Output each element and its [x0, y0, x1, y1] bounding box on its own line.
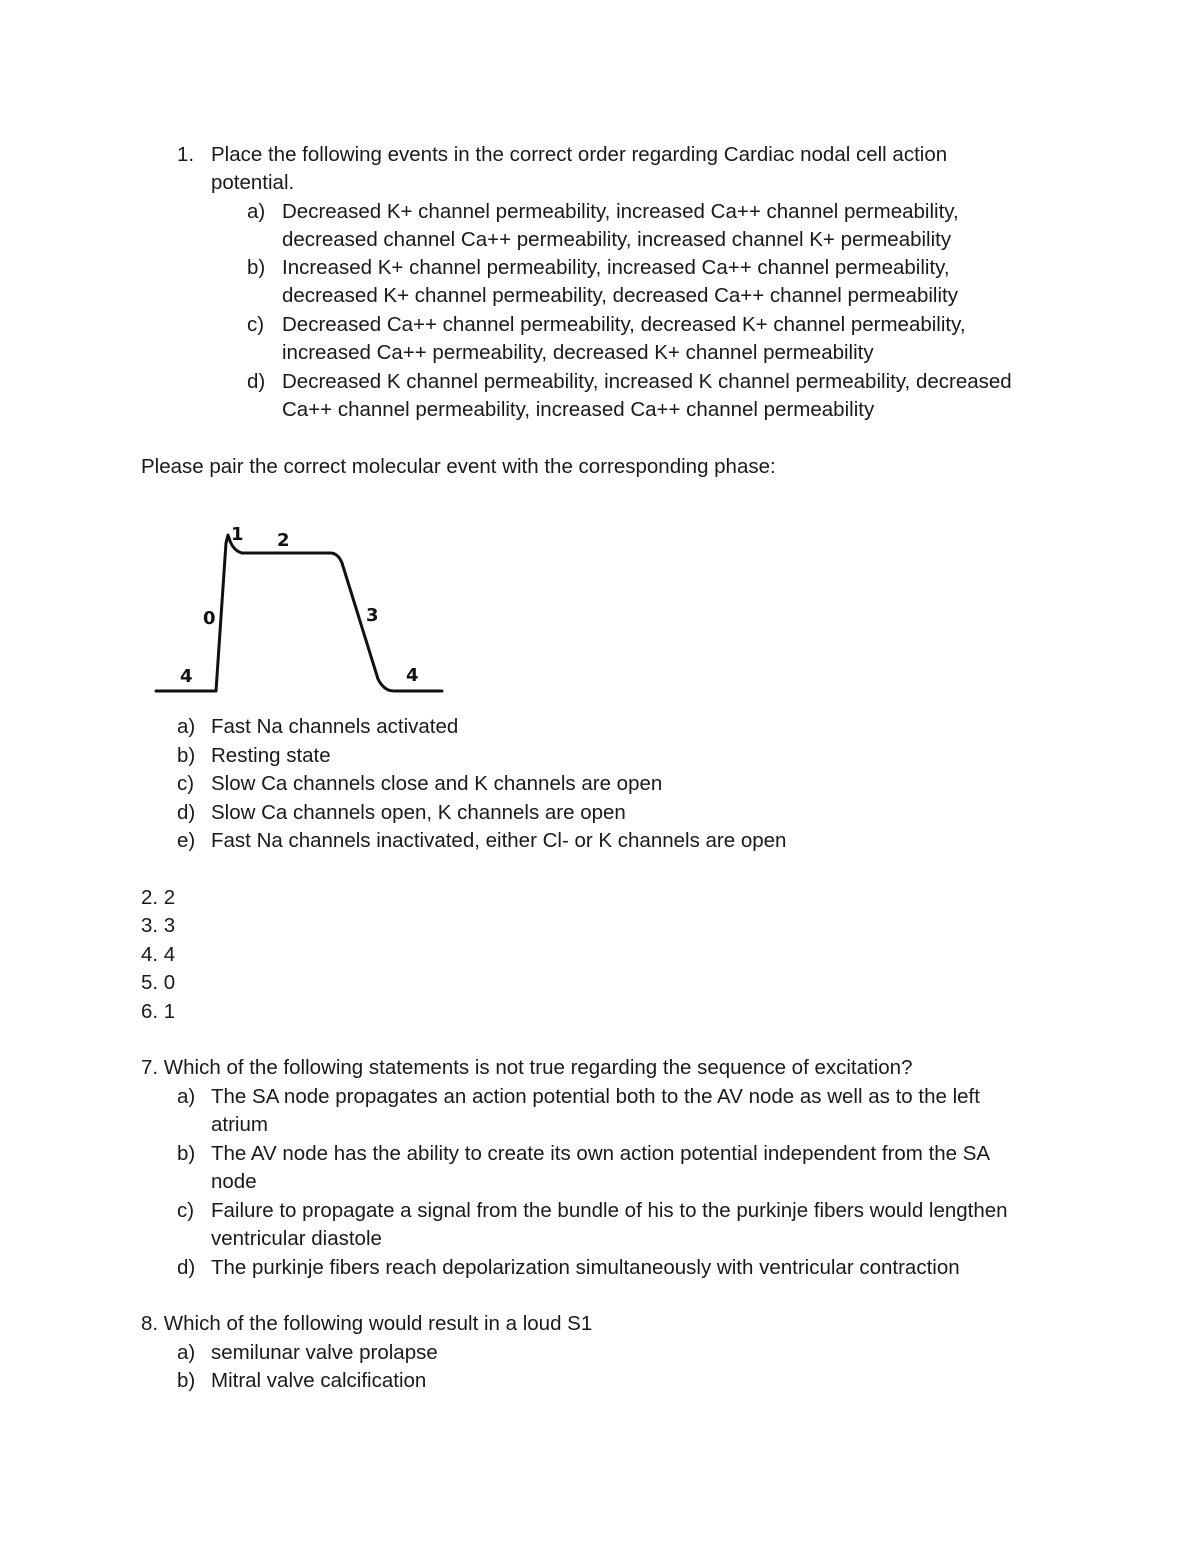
question-1-text: Place the following events in the correct order regarding Cardiac nodal cell action — [211, 143, 948, 166]
action-potential-diagram — [150, 515, 450, 700]
event-d-label: d) — [177, 801, 196, 824]
phase-label-4-right: 4 — [406, 665, 419, 686]
q1-option-d-text: Decreased K channel permeability, increased K channel permeability, decreased — [282, 370, 1012, 393]
q7-option-c-text-cont: ventricular diastole — [211, 1227, 382, 1250]
q7-option-a-label: a) — [177, 1085, 196, 1108]
action-potential-curve — [156, 535, 442, 691]
event-a-label: a) — [177, 715, 196, 738]
event-c-label: c) — [177, 772, 195, 795]
q1-option-b-label: b) — [247, 256, 266, 279]
q7-option-d-text: The purkinje fibers reach depolarization simultaneously with ventricular contraction — [211, 1256, 960, 1279]
event-a-text: Fast Na channels activated — [211, 715, 459, 738]
event-e-label: e) — [177, 829, 196, 852]
phase-label-0: 0 — [203, 608, 216, 629]
q7-option-b-text: The AV node has the ability to create its own action potential independent from the SA — [211, 1142, 991, 1165]
phase-item-6: 6. 1 — [141, 1000, 176, 1023]
question-1-text-cont: potential. — [211, 171, 295, 194]
q1-option-a-label: a) — [247, 200, 266, 223]
event-d-text: Slow Ca channels open, K channels are open — [211, 801, 626, 824]
pairing-prompt: Please pair the correct molecular event with the corresponding phase: — [141, 455, 776, 478]
phase-label-4-left: 4 — [180, 666, 193, 687]
q7-option-a-text-cont: atrium — [211, 1113, 268, 1136]
phase-item-4: 4. 4 — [141, 943, 176, 966]
question-1-number: 1. — [177, 143, 195, 166]
q1-option-c-label: c) — [247, 313, 265, 336]
phase-label-3: 3 — [366, 605, 379, 626]
event-b-text: Resting state — [211, 744, 331, 767]
event-b-label: b) — [177, 744, 196, 767]
q7-option-c-label: c) — [177, 1199, 195, 1222]
event-e-text: Fast Na channels inactivated, either Cl- or K channels are open — [211, 829, 787, 852]
q8-option-b-label: b) — [177, 1369, 196, 1392]
q1-option-c-text: Decreased Ca++ channel permeability, decreased K+ channel permeability, — [282, 313, 966, 336]
q1-option-c-text-cont: increased Ca++ permeability, decreased K+ channel permeability — [282, 341, 874, 364]
q1-option-a-text-cont: decreased channel Ca++ permeability, increased channel K+ permeability — [282, 228, 952, 251]
q8-option-a-text: semilunar valve prolapse — [211, 1341, 438, 1364]
q1-option-b-text-cont: decreased K+ channel permeability, decreased Ca++ channel permeability — [282, 284, 958, 307]
q1-option-d-text-cont: Ca++ channel permeability, increased Ca++ channel permeability — [282, 398, 875, 421]
q7-option-b-text-cont: node — [211, 1170, 257, 1193]
q1-option-a-text: Decreased K+ channel permeability, increased Ca++ channel permeability, — [282, 200, 959, 223]
q7-option-a-text: The SA node propagates an action potential both to the AV node as well as to the left — [211, 1085, 980, 1108]
q8-option-a-label: a) — [177, 1341, 196, 1364]
q7-option-d-label: d) — [177, 1256, 196, 1279]
phase-item-3: 3. 3 — [141, 914, 176, 937]
phase-label-2: 2 — [277, 530, 290, 551]
question-7-text: 7. Which of the following statements is not true regarding the sequence of excitation? — [141, 1056, 913, 1079]
q7-option-b-label: b) — [177, 1142, 196, 1165]
q7-option-c-text: Failure to propagate a signal from the bundle of his to the purkinje fibers would lengthen — [211, 1199, 1008, 1222]
phase-label-1: 1 — [231, 524, 244, 545]
q8-option-b-text: Mitral valve calcification — [211, 1369, 427, 1392]
phase-item-2: 2. 2 — [141, 886, 176, 909]
phase-item-5: 5. 0 — [141, 971, 176, 994]
q1-option-b-text: Increased K+ channel permeability, increased Ca++ channel permeability, — [282, 256, 950, 279]
question-8-text: 8. Which of the following would result in a loud S1 — [141, 1312, 593, 1335]
q1-option-d-label: d) — [247, 370, 266, 393]
event-c-text: Slow Ca channels close and K channels are open — [211, 772, 663, 795]
